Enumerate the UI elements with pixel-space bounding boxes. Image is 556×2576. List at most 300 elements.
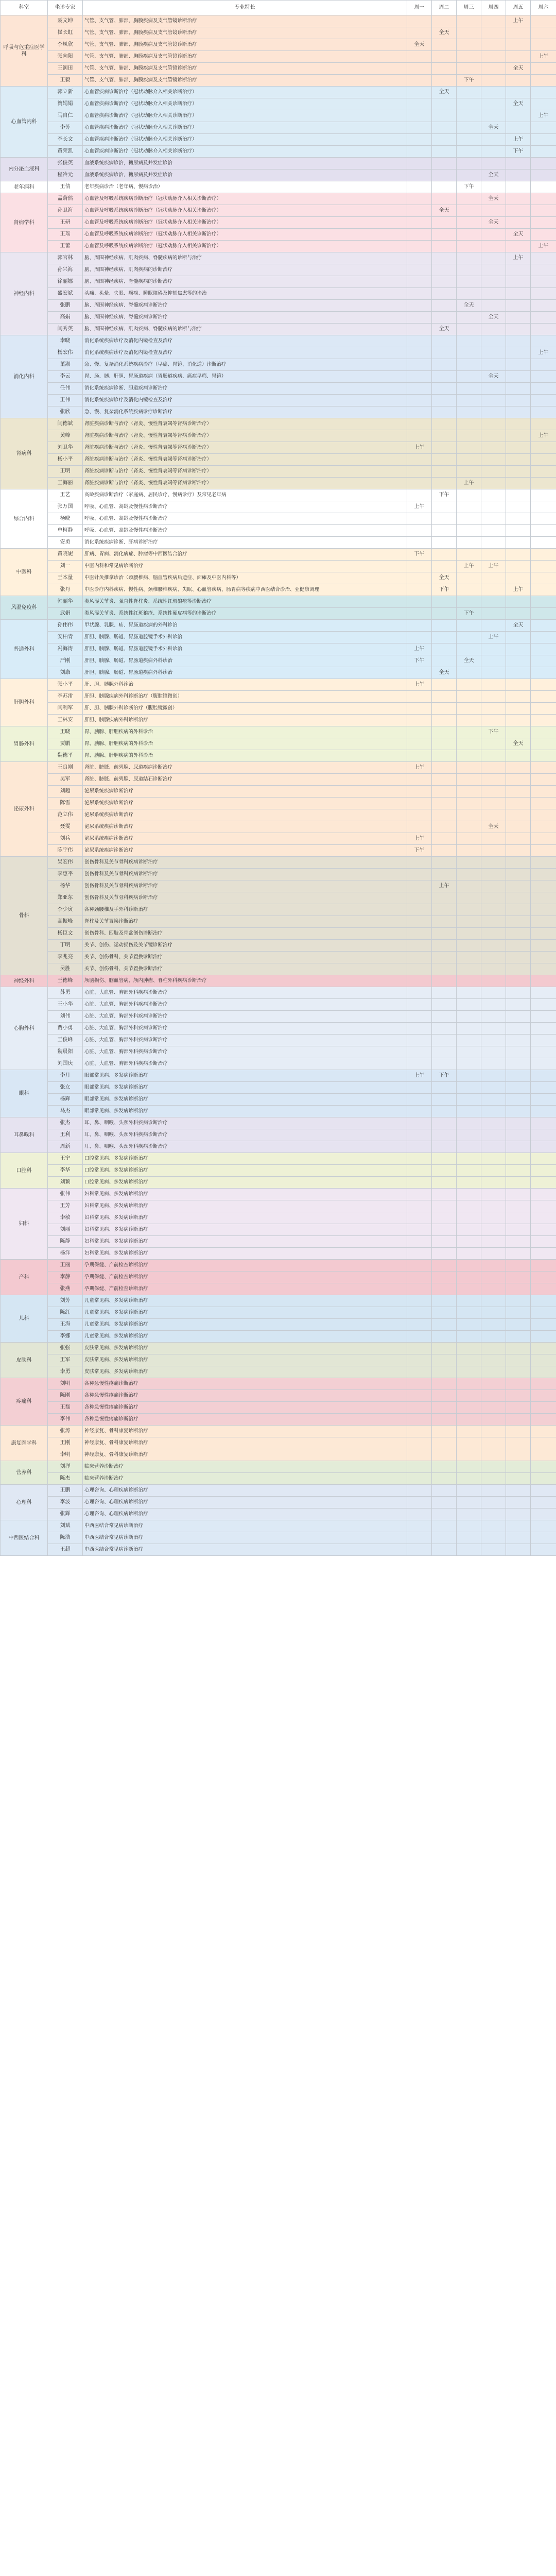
slot-cell xyxy=(407,205,432,217)
doctor-name: 杨宏伟 xyxy=(48,347,83,359)
slot-cell xyxy=(481,1544,506,1556)
table-row xyxy=(1,335,556,347)
specialty-cell: 神经康复、骨科康复诊断治疗 xyxy=(83,1426,407,1437)
slot-cell xyxy=(481,1497,506,1509)
slot-cell xyxy=(457,845,481,857)
slot-cell xyxy=(432,869,457,880)
doctor-name: 杨华 xyxy=(48,880,83,892)
slot-cell xyxy=(432,525,457,537)
slot-cell xyxy=(407,312,432,324)
slot-cell: 全天 xyxy=(432,27,457,39)
slot-cell xyxy=(506,1165,531,1177)
slot-cell xyxy=(432,655,457,667)
specialty-cell: 关节、创伤、运动损伤及关节镜诊断治疗 xyxy=(83,940,407,952)
dept-cell: 心血管内科 xyxy=(1,87,48,158)
specialty-cell: 脊柱及关节置换诊断治疗 xyxy=(83,916,407,928)
doctor-name: 杨小平 xyxy=(48,454,83,466)
slot-cell xyxy=(407,809,432,821)
slot-cell xyxy=(531,181,556,193)
slot-cell xyxy=(457,513,481,525)
doctor-name: 吴胜 xyxy=(48,963,83,975)
slot-cell xyxy=(531,1295,556,1307)
slot-cell xyxy=(506,87,531,98)
slot-cell xyxy=(457,1224,481,1236)
table-row xyxy=(1,478,556,489)
slot-cell xyxy=(506,750,531,762)
slot-cell xyxy=(432,1295,457,1307)
slot-cell xyxy=(457,738,481,750)
specialty-cell: 各种颈腰椎及手外科诊断治疗 xyxy=(83,904,407,916)
slot-cell xyxy=(531,501,556,513)
slot-cell xyxy=(481,1046,506,1058)
slot-cell xyxy=(531,549,556,561)
slot-cell xyxy=(407,1509,432,1520)
slot-cell xyxy=(407,134,432,146)
slot-cell xyxy=(531,691,556,703)
slot-cell xyxy=(531,478,556,489)
slot-cell xyxy=(457,726,481,738)
doctor-name: 王俊峰 xyxy=(48,1035,83,1046)
specialty-cell: 心血管及呼吸系统疾病诊断治疗（冠状动脉介入相关诊断治疗） xyxy=(83,217,407,229)
slot-cell xyxy=(457,1165,481,1177)
slot-cell xyxy=(481,1094,506,1106)
slot-cell xyxy=(506,1260,531,1272)
table-row xyxy=(1,395,556,406)
slot-cell xyxy=(407,1343,432,1354)
table-row xyxy=(1,620,556,632)
slot-cell xyxy=(407,1153,432,1165)
specialty-cell: 肾脏疾病诊断与治疗（肾炎、慢性肾衰竭等肾病诊断治疗） xyxy=(83,454,407,466)
slot-cell xyxy=(506,1153,531,1165)
slot-cell xyxy=(481,845,506,857)
slot-cell xyxy=(432,1035,457,1046)
slot-cell xyxy=(481,786,506,798)
doctor-name: 李敏 xyxy=(48,1212,83,1224)
slot-cell xyxy=(506,1426,531,1437)
slot-cell xyxy=(457,1402,481,1414)
doctor-name: 范立伟 xyxy=(48,809,83,821)
slot-cell xyxy=(506,1319,531,1331)
table-row xyxy=(1,869,556,880)
doctor-name: 杨晓 xyxy=(48,513,83,525)
slot-cell xyxy=(481,1070,506,1082)
slot-cell xyxy=(481,809,506,821)
doctor-name: 陈浩 xyxy=(48,1532,83,1544)
slot-cell xyxy=(432,383,457,395)
slot-cell xyxy=(432,999,457,1011)
specialty-cell: 泌尿系统疾病诊断治疗 xyxy=(83,845,407,857)
slot-cell: 上午 xyxy=(457,561,481,572)
slot-cell xyxy=(457,857,481,869)
table-row xyxy=(1,347,556,359)
slot-cell xyxy=(481,987,506,999)
slot-cell xyxy=(457,110,481,122)
slot-cell: 上午 xyxy=(481,632,506,643)
doctor-name: 王蕾 xyxy=(48,241,83,252)
slot-cell xyxy=(432,1094,457,1106)
slot-cell xyxy=(457,1177,481,1189)
slot-cell xyxy=(407,880,432,892)
slot-cell xyxy=(432,335,457,347)
table-row xyxy=(1,774,556,786)
slot-cell xyxy=(531,1378,556,1390)
slot-cell xyxy=(432,1117,457,1129)
table-row xyxy=(1,27,556,39)
slot-cell xyxy=(457,205,481,217)
specialty-cell: 心血管及呼吸系统疾病诊断治疗（冠状动脉介入相关诊断治疗） xyxy=(83,193,407,205)
slot-cell xyxy=(407,264,432,276)
table-row xyxy=(1,146,556,158)
doctor-name: 冯海涛 xyxy=(48,643,83,655)
slot-cell xyxy=(457,15,481,27)
dept-cell: 胃肠外科 xyxy=(1,726,48,762)
slot-cell xyxy=(531,1354,556,1366)
slot-cell xyxy=(432,857,457,869)
table-row xyxy=(1,122,556,134)
doctor-name: 崔长虹 xyxy=(48,27,83,39)
specialty-cell: 耳、鼻、咽喉、头颈外科疾病诊断治疗 xyxy=(83,1117,407,1129)
slot-cell xyxy=(481,1390,506,1402)
slot-cell xyxy=(407,691,432,703)
dept-cell: 眼科 xyxy=(1,1070,48,1117)
doctor-name: 周新 xyxy=(48,1141,83,1153)
slot-cell xyxy=(506,809,531,821)
slot-cell xyxy=(481,798,506,809)
slot-cell xyxy=(531,940,556,952)
specialty-cell: 神经康复、骨科康复诊断治疗 xyxy=(83,1437,407,1449)
slot-cell xyxy=(457,252,481,264)
table-row xyxy=(1,418,556,430)
slot-cell xyxy=(481,869,506,880)
header-doctor: 坐诊专家 xyxy=(48,1,83,15)
table-row xyxy=(1,1520,556,1532)
slot-cell xyxy=(457,454,481,466)
slot-cell xyxy=(432,643,457,655)
slot-cell xyxy=(481,1366,506,1378)
specialty-cell: 心脏、大血管、胸部外科疾病诊断治疗 xyxy=(83,999,407,1011)
slot-cell xyxy=(407,478,432,489)
slot-cell xyxy=(506,975,531,987)
slot-cell xyxy=(432,98,457,110)
specialty-cell: 心血管及呼吸系统疾病诊断治疗（冠状动脉介入相关诊断治疗） xyxy=(83,229,407,241)
slot-cell xyxy=(407,1272,432,1283)
slot-cell xyxy=(506,1082,531,1094)
doctor-name: 安柏青 xyxy=(48,632,83,643)
specialty-cell: 关节、创伤骨科、关节置换诊断治疗 xyxy=(83,952,407,963)
slot-cell xyxy=(506,1177,531,1189)
slot-cell xyxy=(531,1390,556,1402)
slot-cell xyxy=(481,1106,506,1117)
slot-cell xyxy=(457,1473,481,1485)
slot-cell xyxy=(432,1331,457,1343)
slot-cell xyxy=(432,300,457,312)
table-row xyxy=(1,1414,556,1426)
slot-cell xyxy=(531,975,556,987)
slot-cell xyxy=(457,880,481,892)
slot-cell xyxy=(506,39,531,51)
doctor-name: 李凤欣 xyxy=(48,39,83,51)
doctor-name: 孟蔚然 xyxy=(48,193,83,205)
slot-cell xyxy=(407,276,432,288)
slot-cell: 上午 xyxy=(531,110,556,122)
slot-cell xyxy=(531,1082,556,1094)
slot-cell xyxy=(531,1426,556,1437)
slot-cell xyxy=(506,1023,531,1035)
slot-cell xyxy=(432,726,457,738)
slot-cell xyxy=(407,75,432,87)
slot-cell xyxy=(531,1473,556,1485)
slot-cell xyxy=(407,987,432,999)
slot-cell xyxy=(457,1070,481,1082)
doctor-name: 刘兵 xyxy=(48,833,83,845)
header-tue: 周二 xyxy=(432,1,457,15)
doctor-name: 王润田 xyxy=(48,63,83,75)
table-row xyxy=(1,205,556,217)
slot-cell xyxy=(481,774,506,786)
doctor-name: 黄峰 xyxy=(48,430,83,442)
slot-cell xyxy=(481,205,506,217)
doctor-name: 赞娟娟 xyxy=(48,98,83,110)
doctor-name: 张涛 xyxy=(48,1426,83,1437)
specialty-cell: 血液系统疾病诊治，糖尿病及并发症诊治 xyxy=(83,170,407,181)
slot-cell xyxy=(432,181,457,193)
slot-cell xyxy=(506,122,531,134)
specialty-cell: 类风湿关节炎、系统性红斑狼疮、系统性硬皮病等的诊断治疗 xyxy=(83,608,407,620)
slot-cell xyxy=(481,406,506,418)
slot-cell xyxy=(531,1260,556,1272)
slot-cell xyxy=(506,406,531,418)
slot-cell xyxy=(531,1283,556,1295)
slot-cell xyxy=(407,1224,432,1236)
slot-cell xyxy=(432,288,457,300)
slot-cell xyxy=(506,1248,531,1260)
slot-cell: 下午 xyxy=(457,608,481,620)
slot-cell xyxy=(457,762,481,774)
slot-cell xyxy=(481,27,506,39)
slot-cell xyxy=(432,359,457,371)
slot-cell xyxy=(432,845,457,857)
doctor-name: 陈杰 xyxy=(48,1473,83,1485)
doctor-name: 王芳 xyxy=(48,1200,83,1212)
slot-cell xyxy=(481,892,506,904)
slot-cell xyxy=(506,655,531,667)
doctor-name: 苏勇 xyxy=(48,987,83,999)
slot-cell xyxy=(531,738,556,750)
slot-cell xyxy=(531,608,556,620)
slot-cell xyxy=(531,1189,556,1200)
slot-cell xyxy=(481,1509,506,1520)
slot-cell: 上午 xyxy=(531,430,556,442)
slot-cell xyxy=(506,466,531,478)
slot-cell xyxy=(506,217,531,229)
slot-cell xyxy=(506,1106,531,1117)
table-row xyxy=(1,1319,556,1331)
doctor-name: 孙兴海 xyxy=(48,264,83,276)
slot-cell xyxy=(481,1117,506,1129)
specialty-cell: 心血管疾病诊断治疗（冠状动脉介入相关诊断治疗） xyxy=(83,110,407,122)
doctor-name: 张丹 xyxy=(48,584,83,596)
slot-cell xyxy=(531,869,556,880)
specialty-cell: 口腔常见病、多发病诊断治疗 xyxy=(83,1153,407,1165)
slot-cell xyxy=(506,561,531,572)
specialty-cell: 心脏、大血管、胸部外科疾病诊断治疗 xyxy=(83,1023,407,1035)
slot-cell xyxy=(481,276,506,288)
doctor-name: 孙卫海 xyxy=(48,205,83,217)
specialty-cell: 心血管疾病诊断治疗（冠状动脉介入相关诊断治疗） xyxy=(83,146,407,158)
slot-cell xyxy=(481,1354,506,1366)
slot-cell xyxy=(481,525,506,537)
slot-cell xyxy=(481,454,506,466)
table-row xyxy=(1,1129,556,1141)
slot-cell xyxy=(506,1402,531,1414)
table-row xyxy=(1,312,556,324)
slot-cell xyxy=(457,371,481,383)
slot-cell xyxy=(531,809,556,821)
table-row xyxy=(1,1283,556,1295)
slot-cell xyxy=(506,999,531,1011)
specialty-cell: 儿童常见病、多发病诊断治疗 xyxy=(83,1295,407,1307)
slot-cell xyxy=(506,1272,531,1283)
slot-cell xyxy=(407,750,432,762)
specialty-cell: 脑、周围神经疾病、脊髓疾病诊断治疗 xyxy=(83,312,407,324)
slot-cell xyxy=(432,217,457,229)
doctor-name: 刘康 xyxy=(48,667,83,679)
slot-cell xyxy=(531,288,556,300)
doctor-name: 李波 xyxy=(48,1497,83,1509)
table-row xyxy=(1,15,556,27)
slot-cell xyxy=(432,1106,457,1117)
slot-cell xyxy=(407,110,432,122)
table-row xyxy=(1,501,556,513)
slot-cell: 下午 xyxy=(407,549,432,561)
table-row xyxy=(1,608,556,620)
slot-cell xyxy=(457,584,481,596)
slot-cell xyxy=(531,1272,556,1283)
specialty-cell: 临床营养诊断治疗 xyxy=(83,1473,407,1485)
slot-cell xyxy=(531,442,556,454)
slot-cell xyxy=(506,679,531,691)
slot-cell xyxy=(457,51,481,63)
table-row xyxy=(1,762,556,774)
slot-cell xyxy=(432,1354,457,1366)
slot-cell xyxy=(432,987,457,999)
slot-cell xyxy=(407,774,432,786)
slot-cell xyxy=(457,98,481,110)
slot-cell xyxy=(432,1283,457,1295)
slot-cell: 下午 xyxy=(407,655,432,667)
table-row xyxy=(1,300,556,312)
specialty-cell: 肝胆、胰腺疾病外科诊断治疗 xyxy=(83,715,407,726)
slot-cell xyxy=(457,1094,481,1106)
specialty-cell: 眼部常见病、多发病诊断治疗 xyxy=(83,1082,407,1094)
slot-cell xyxy=(432,1532,457,1544)
slot-cell: 全天 xyxy=(481,170,506,181)
specialty-cell: 创伤骨科及关节骨科疾病诊断治疗 xyxy=(83,880,407,892)
slot-cell xyxy=(407,288,432,300)
slot-cell xyxy=(506,940,531,952)
slot-cell xyxy=(481,110,506,122)
slot-cell xyxy=(506,1354,531,1366)
table-row xyxy=(1,738,556,750)
doctor-name: 张杰 xyxy=(48,1117,83,1129)
slot-cell xyxy=(407,904,432,916)
slot-cell xyxy=(457,1426,481,1437)
doctor-name: 聂文坤 xyxy=(48,15,83,27)
slot-cell xyxy=(432,833,457,845)
specialty-cell: 肾脏疾病诊断与治疗（肾炎、慢性肾衰竭等肾病诊断治疗） xyxy=(83,442,407,454)
doctor-name: 张立 xyxy=(48,1082,83,1094)
slot-cell xyxy=(432,418,457,430)
table-row xyxy=(1,359,556,371)
slot-cell xyxy=(432,750,457,762)
specialty-cell: 气管、支气管、肺部、胸膜疾病及支气管镜诊断治疗 xyxy=(83,63,407,75)
doctor-name: 李娜 xyxy=(48,1331,83,1343)
table-row xyxy=(1,880,556,892)
slot-cell xyxy=(481,1449,506,1461)
slot-cell xyxy=(432,892,457,904)
slot-cell xyxy=(481,252,506,264)
doctor-name: 王超 xyxy=(48,1544,83,1556)
slot-cell xyxy=(432,15,457,27)
table-row xyxy=(1,1343,556,1354)
slot-cell xyxy=(481,489,506,501)
slot-cell xyxy=(457,596,481,608)
table-row xyxy=(1,1224,556,1236)
table-row xyxy=(1,181,556,193)
doctor-name: 聂雯 xyxy=(48,821,83,833)
slot-cell xyxy=(457,264,481,276)
doctor-name: 马自仁 xyxy=(48,110,83,122)
slot-cell xyxy=(506,904,531,916)
table-row xyxy=(1,584,556,596)
doctor-name: 张燕 xyxy=(48,1283,83,1295)
slot-cell xyxy=(531,1248,556,1260)
slot-cell xyxy=(407,1354,432,1366)
slot-cell xyxy=(407,916,432,928)
table-row xyxy=(1,193,556,205)
specialty-cell: 眼部常见病、多发病诊断治疗 xyxy=(83,1106,407,1117)
slot-cell xyxy=(457,691,481,703)
slot-cell xyxy=(481,442,506,454)
slot-cell: 全天 xyxy=(506,98,531,110)
table-row xyxy=(1,489,556,501)
slot-cell: 上午 xyxy=(506,134,531,146)
slot-cell xyxy=(506,371,531,383)
slot-cell xyxy=(531,1497,556,1509)
dept-cell: 妇科 xyxy=(1,1189,48,1260)
slot-cell: 上午 xyxy=(407,762,432,774)
slot-cell xyxy=(457,170,481,181)
slot-cell xyxy=(531,489,556,501)
specialty-cell: 消化系统疾病诊断、胆道疾病诊断治疗 xyxy=(83,383,407,395)
slot-cell xyxy=(481,513,506,525)
slot-cell xyxy=(481,1532,506,1544)
specialty-cell: 皮肤常见病、多发病诊断治疗 xyxy=(83,1354,407,1366)
slot-cell xyxy=(481,264,506,276)
slot-cell xyxy=(432,1307,457,1319)
slot-cell: 全天 xyxy=(481,122,506,134)
specialty-cell: 肝病、胃病、消化病症、肿瘤等中西医结合治疗 xyxy=(83,549,407,561)
slot-cell xyxy=(506,691,531,703)
doctor-name: 高振峰 xyxy=(48,916,83,928)
slot-cell xyxy=(506,1544,531,1556)
doctor-name: 王毅 xyxy=(48,75,83,87)
slot-cell xyxy=(506,952,531,963)
slot-cell xyxy=(457,395,481,406)
slot-cell xyxy=(432,1414,457,1426)
specialty-cell: 呼吸、心血管、高龄及慢性病诊断治疗 xyxy=(83,525,407,537)
slot-cell xyxy=(457,667,481,679)
